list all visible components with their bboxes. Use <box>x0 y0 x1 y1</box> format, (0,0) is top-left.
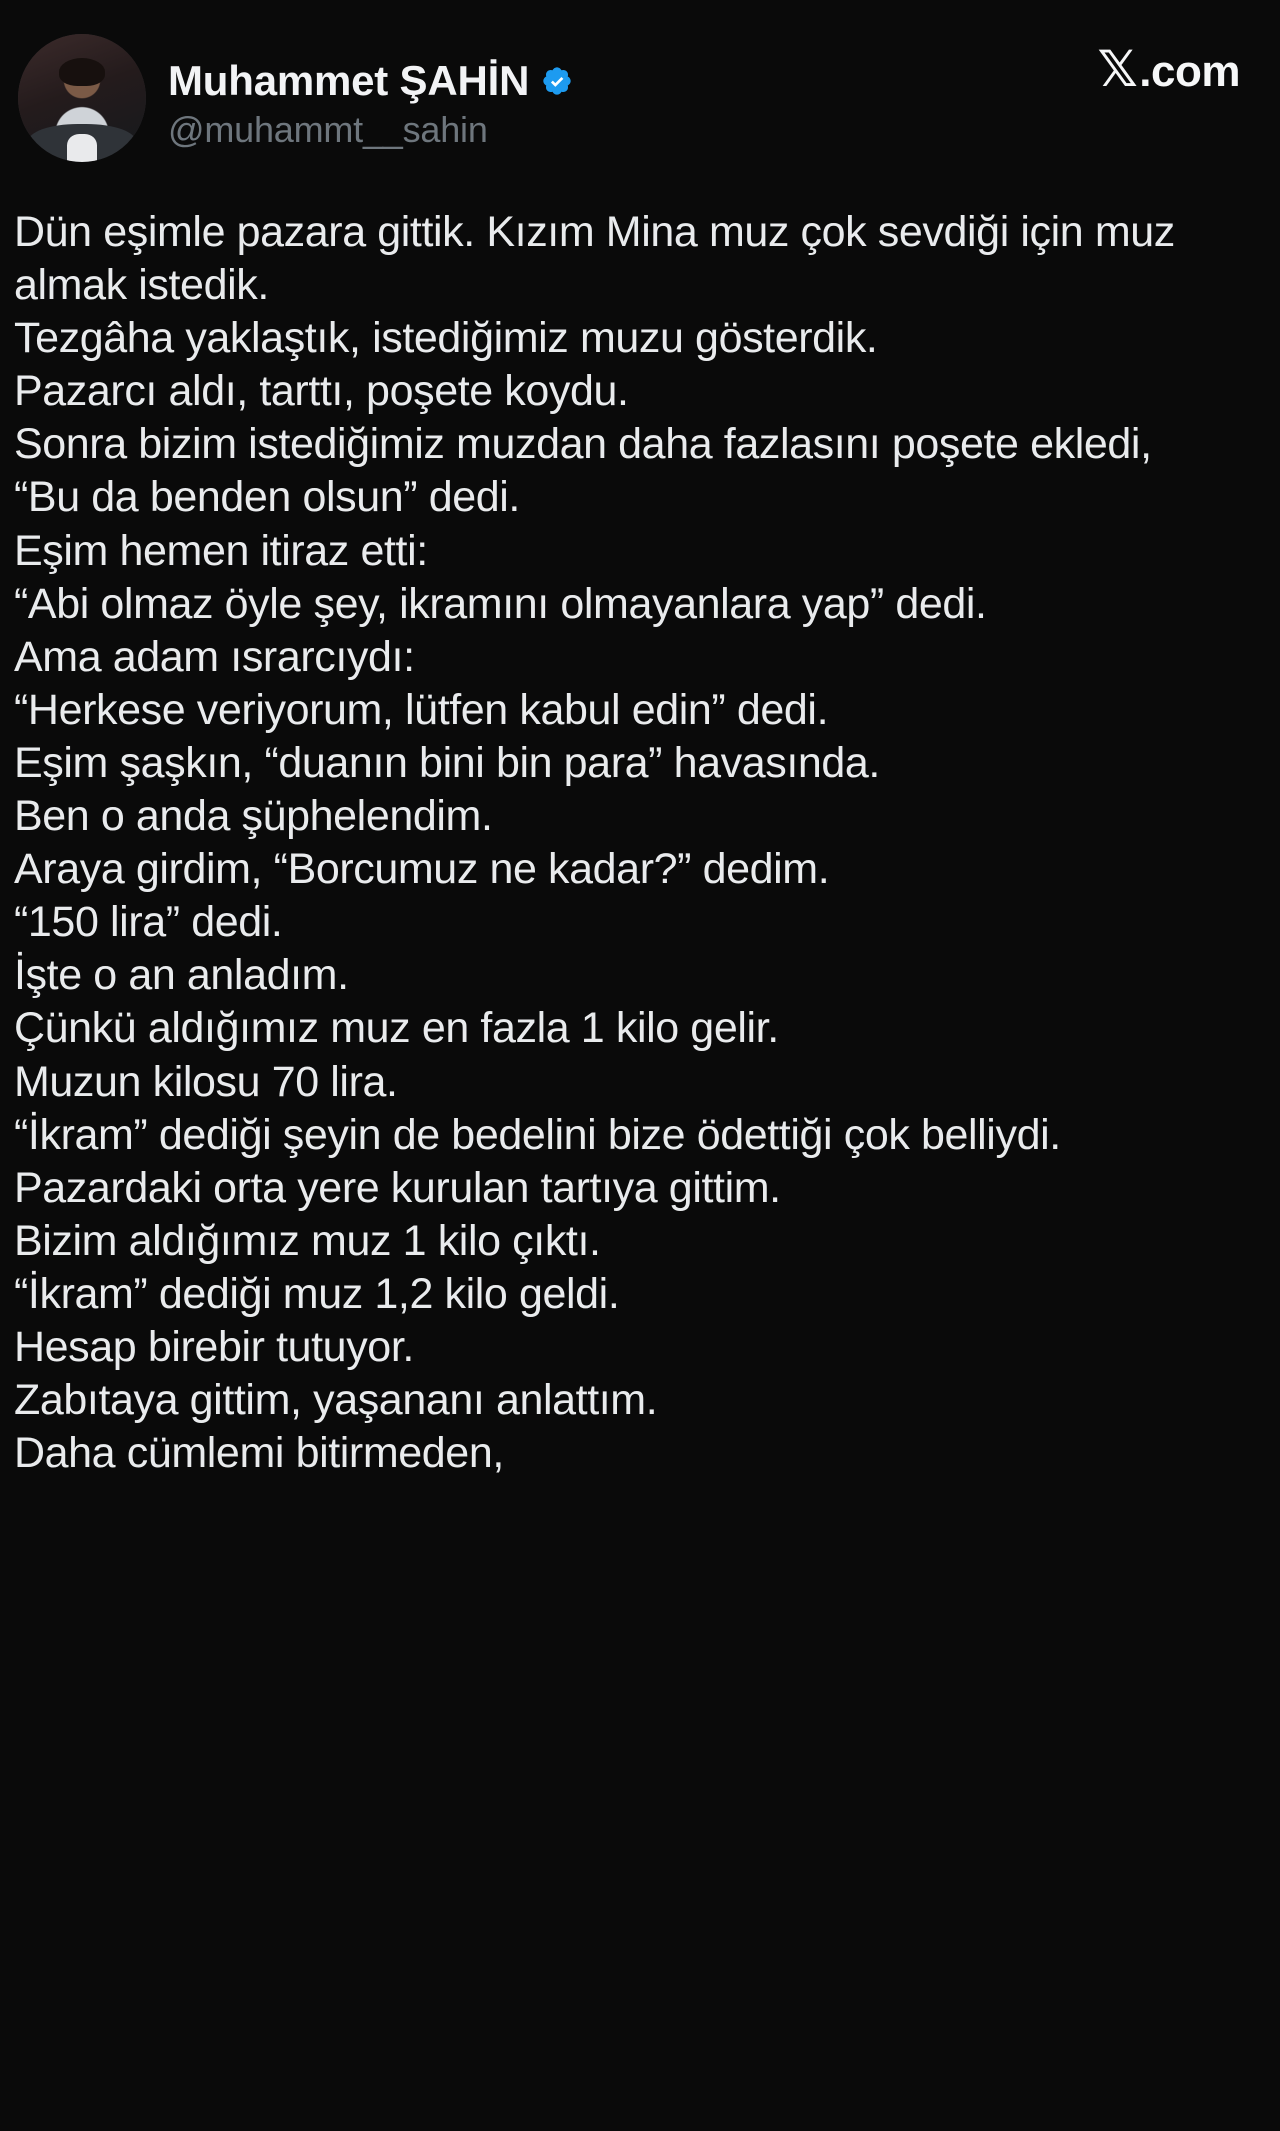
brand-domain-text: .com <box>1139 47 1240 96</box>
verified-badge-icon <box>541 65 573 97</box>
avatar-photo <box>18 34 146 162</box>
tweet-line: Ama adam ısrarcıydı: <box>14 632 415 681</box>
tweet-line: “Bu da benden olsun” dedi. <box>14 473 520 522</box>
tweet-line: Eşim hemen itiraz etti: <box>14 526 428 575</box>
tweet-line: Pazarcı aldı, tarttı, poşete koydu. <box>14 367 629 416</box>
avatar-hair <box>59 58 105 86</box>
tweet-line: Araya girdim, “Borcumuz ne kadar?” dedim. <box>14 845 830 894</box>
tweet-line: Sonra bizim istediğimiz muzdan daha fazlasını poşete ekledi, <box>14 420 1152 469</box>
tweet-line: “İkram” dediği şeyin de bedelini bize ödettiği çok belliydi. <box>14 1110 1061 1159</box>
tweet-line: Çünkü aldığımız muz en fazla 1 kilo gelir. <box>14 1004 779 1053</box>
tweet-line: Ben o anda şüphelendim. <box>14 792 493 841</box>
tweet-line: Hesap birebir tutuyor. <box>14 1322 414 1371</box>
tweet-text <box>0 168 1280 1520</box>
tweet-line: İşte o an anladım. <box>14 951 349 1000</box>
tweet-line: Dün eşimle pazara gittik. Kızım Mina muz çok sevdiği için muz almak istedik. <box>14 208 1187 310</box>
x-com-watermark <box>1097 40 1241 98</box>
display-name[interactable]: Muhammet ŞAHİN <box>168 57 530 104</box>
tweet-line: “Herkese veriyorum, lütfen kabul edin” dedi. <box>14 685 829 734</box>
tweet-line: Bizim aldığımız muz 1 kilo çıktı. <box>14 1216 601 1265</box>
tweet-line: Zabıtaya gittim, yaşananı anlattım. <box>14 1376 658 1425</box>
account-names <box>168 34 573 150</box>
display-name-row <box>168 58 573 103</box>
tweet-line: Tezgâha yaklaştık, istediğimiz muzu gösterdik. <box>14 314 878 363</box>
tweet-line: “İkram” dediği muz 1,2 kilo geldi. <box>14 1269 620 1318</box>
avatar[interactable] <box>18 34 146 162</box>
tweet-header <box>0 0 1280 168</box>
tweet-line: Muzun kilosu 70 lira. <box>14 1057 398 1106</box>
tweet-line: Daha cümlemi bitirmeden, <box>14 1429 504 1478</box>
tweet-line: Eşim şaşkın, “duanın bini bin para” havasında. <box>14 738 880 787</box>
tweet-line: Pazardaki orta yere kurulan tartıya gittim. <box>14 1163 781 1212</box>
account-handle[interactable]: @muhammt__sahin <box>168 109 488 151</box>
tweet-line: “150 lira” dedi. <box>14 898 283 947</box>
x-logo-icon: 𝕏 <box>1097 40 1138 98</box>
tweet-line: “Abi olmaz öyle şey, ikramını olmayanlara yap” dedi. <box>14 579 987 628</box>
avatar-shirt <box>67 134 98 162</box>
